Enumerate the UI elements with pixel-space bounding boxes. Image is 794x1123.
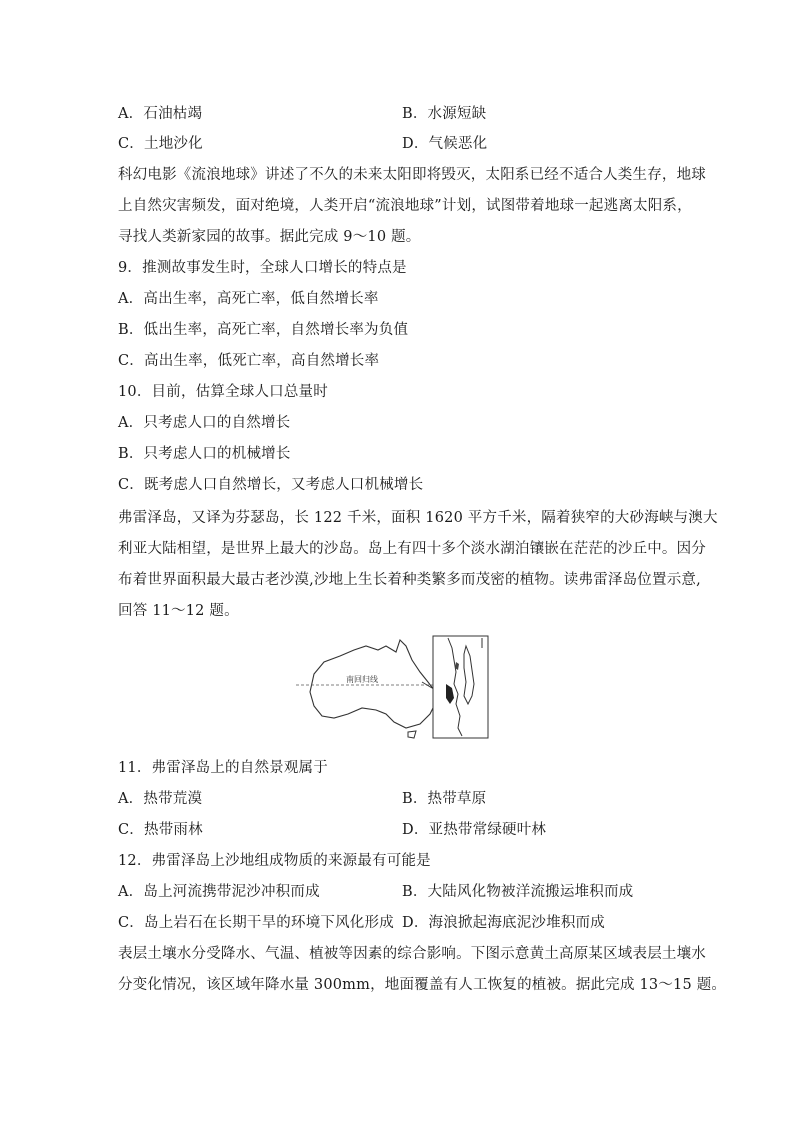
intro-9-10-line-1: 科幻电影《流浪地球》讲述了不久的未来太阳即将毁灭，太阳系已经不适合人类生存，地球	[118, 167, 706, 183]
q10-option-c: C．既考虑人口自然增长，又考虑人口机械增长	[118, 477, 424, 493]
q11-option-b: B．热带草原	[402, 791, 487, 807]
inset-frame	[433, 636, 488, 738]
q11-option-d: D．亚热带常绿硬叶林	[402, 822, 547, 838]
intro-9-10-line-2: 上自然灾害频发，面对绝境，人类开启“流浪地球”计划，试图带着地球一起逃离太阳系，	[118, 198, 692, 214]
q10-option-a: A．只考虑人口的自然增长	[118, 415, 291, 431]
q10-option-b: B．只考虑人口的机械增长	[118, 446, 291, 462]
fraser-island-location-figure	[296, 632, 490, 740]
q8-option-c: C．土地沙化	[118, 136, 203, 152]
intro-11-12-line-1: 弗雷泽岛，又译为芬瑟岛，长 122 千米，面积 1620 平方千米，隔着狭窄的大砂海峡与澳大	[118, 510, 718, 526]
intro-13-15-line-2: 分变化情况，该区域年降水量 300mm，地面覆盖有人工恢复的植被。据此完成 13～15 题。	[118, 977, 727, 993]
q8-option-b: B．水源短缺	[402, 106, 487, 122]
intro-13-15-line-1: 表层土壤水分受降水、气温、植被等因素的综合影响。下图示意黄土高原某区域表层土壤水	[118, 946, 706, 962]
intro-9-10-line-3: 寻找人类新家园的故事。据此完成 9～10 题。	[118, 229, 421, 245]
tropic-label: 南回归线	[346, 675, 378, 684]
q11-stem: 11．弗雷泽岛上的自然景观属于	[118, 760, 328, 776]
q10-stem: 10．目前，估算全球人口总量时	[118, 384, 328, 400]
q12-option-d: D．海浪掀起海底泥沙堆积而成	[402, 915, 605, 931]
q11-option-a: A．热带荒漠	[118, 791, 203, 807]
intro-11-12-line-4: 回答 11～12 题。	[118, 603, 239, 619]
q8-option-d: D．气候恶化	[402, 136, 488, 152]
q12-stem: 12．弗雷泽岛上沙地组成物质的来源最有可能是	[118, 853, 431, 869]
intro-11-12-line-2: 利亚大陆相望，是世界上最大的沙岛。岛上有四十多个淡水湖泊镶嵌在茫茫的沙丘中。因分	[118, 541, 706, 557]
tasmania-outline	[408, 731, 416, 738]
intro-11-12-line-3: 布着世界面积最大最古老沙漠,沙地上生长着种类繁多而茂密的植物。读弗雷泽岛位置示意,	[118, 572, 701, 588]
q9-option-b: B．低出生率，高死亡率，自然增长率为负值	[118, 322, 409, 338]
q12-option-b: B．大陆风化物被洋流搬运堆积而成	[402, 884, 634, 900]
q12-option-c: C．岛上岩石在长期干旱的环境下风化形成	[118, 915, 394, 931]
q8-option-a: A．石油枯竭	[118, 106, 203, 122]
q12-option-a: A．岛上河流携带泥沙冲积而成	[118, 884, 320, 900]
location-map-svg	[296, 632, 490, 740]
q11-option-c: C．热带雨林	[118, 822, 203, 838]
q9-option-a: A．高出生率，高死亡率，低自然增长率	[118, 291, 379, 307]
q9-option-c: C．高出生率，低死亡率，高自然增长率	[118, 353, 380, 369]
australia-outline	[310, 640, 436, 728]
q9-stem: 9．推测故事发生时，全球人口增长的特点是	[118, 260, 407, 276]
